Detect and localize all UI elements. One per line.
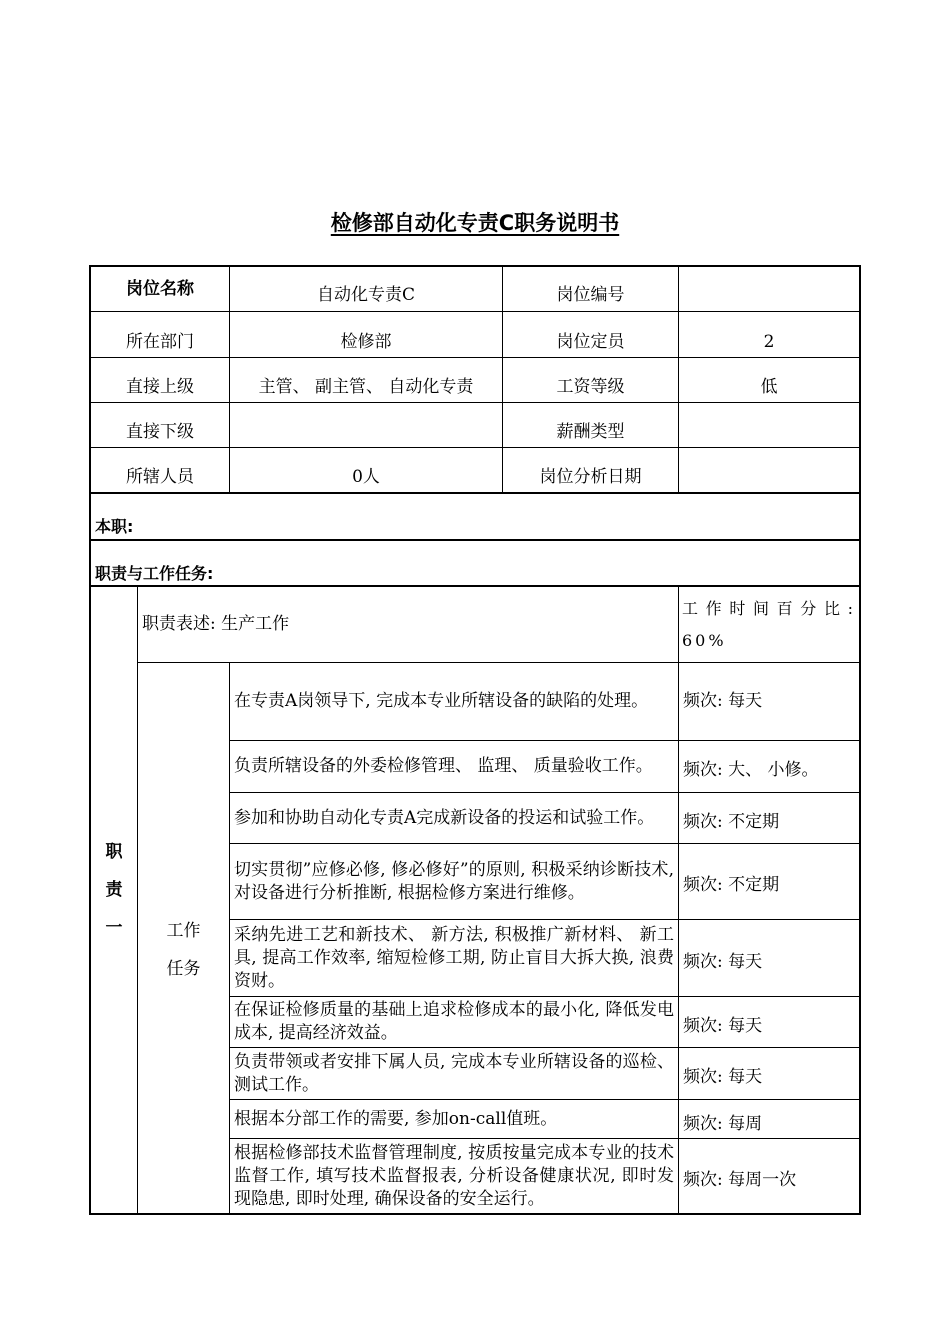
task-text-6: 在保证检修质量的基础上追求检修成本的最小化, 降低发电成本, 提高经济效益。 (234, 1000, 674, 1043)
task-freq-1: 频次: 每天 (683, 691, 763, 711)
salary-type-label: 薪酬类型 (556, 422, 625, 442)
task-text-8: 根据本分部工作的需要, 参加on-call值班。 (234, 1108, 558, 1129)
task-freq-3: 频次: 不定期 (683, 811, 780, 832)
subordinate-value (230, 410, 502, 455)
duty-statement: 职责表述: 生产工作 (142, 614, 290, 634)
superior-value: 主管、 副主管、 自动化专责 (258, 377, 474, 397)
task-text-3: 参加和协助自动化专责A完成新设备的投运和试验工作。 (234, 807, 655, 828)
task-text-9: 根据检修部技术监督管理制度, 按质按量完成本专业的技术监督工作, 填写技术监督报表, 分析设备健康状况, 即时发现隐患, 即时处理, 确保设备的安全运行。 (234, 1142, 674, 1209)
task-freq-6: 频次: 每天 (683, 1015, 763, 1036)
duty-one-label: 职 责 一 (105, 842, 123, 938)
dept-value: 检修部 (340, 331, 392, 352)
duties-heading: 职责与工作任务: (95, 564, 214, 583)
task-freq-7: 频次: 每天 (683, 1067, 763, 1087)
post-no-label: 岗位编号 (556, 284, 625, 305)
main-duty-heading: 本职: (95, 516, 134, 536)
quota-label: 岗位定员 (556, 331, 625, 352)
superior-label: 直接上级 (126, 377, 194, 397)
time-ratio: 工作时间百分比: 60% (682, 598, 856, 650)
task-text-2: 负责所辖设备的外委检修管理、 监理、 质量验收工作。 (234, 756, 653, 776)
task-freq-9: 频次: 每周一次 (683, 1169, 797, 1190)
task-text-1: 在专责A岗领导下, 完成本专业所辖设备的缺陷的处理。 (234, 691, 649, 711)
analysis-date-value (679, 455, 859, 500)
dept-label: 所在部门 (126, 331, 194, 352)
task-text-7: 负责带领或者安排下属人员, 完成本专业所辖设备的巡检、 测试工作。 (234, 1051, 674, 1095)
job-description-table (89, 265, 861, 1215)
quota-value: 2 (763, 331, 775, 352)
document-title: 检修部自动化专责C职务说明书 (330, 211, 620, 235)
salary-type-value (679, 410, 859, 455)
post-name-label: 岗位名称 (126, 278, 194, 299)
post-name-value: 自动化专责C (316, 284, 415, 305)
analysis-date-label: 岗位分析日期 (539, 467, 642, 487)
wage-value: 低 (760, 377, 778, 397)
task-freq-5: 频次: 每天 (683, 951, 763, 972)
post-no-value (679, 273, 859, 317)
task-text-5: 采纳先进工艺和新技术、 新方法, 积极推广新材料、 新工具, 提高工作效率, 缩短检修工期, 防止盲目大拆大换, 浪费资财。 (234, 924, 674, 991)
task-freq-4: 频次: 不定期 (683, 875, 780, 895)
staff-label: 所辖人员 (126, 467, 194, 487)
task-text-4: 切实贯彻”应修必修, 修必修好”的原则, 积极采纳诊断技术, 对设备进行分析推断, 根据检修方案进行维修。 (234, 859, 674, 903)
staff-value: 0人 (352, 467, 380, 487)
subordinate-label: 直接下级 (126, 422, 194, 442)
wage-label: 工资等级 (556, 377, 625, 397)
work-tasks-label: 工作 任务 (166, 921, 201, 979)
task-freq-2: 频次: 大、 小修。 (683, 760, 819, 780)
task-freq-8: 频次: 每周 (683, 1113, 763, 1134)
